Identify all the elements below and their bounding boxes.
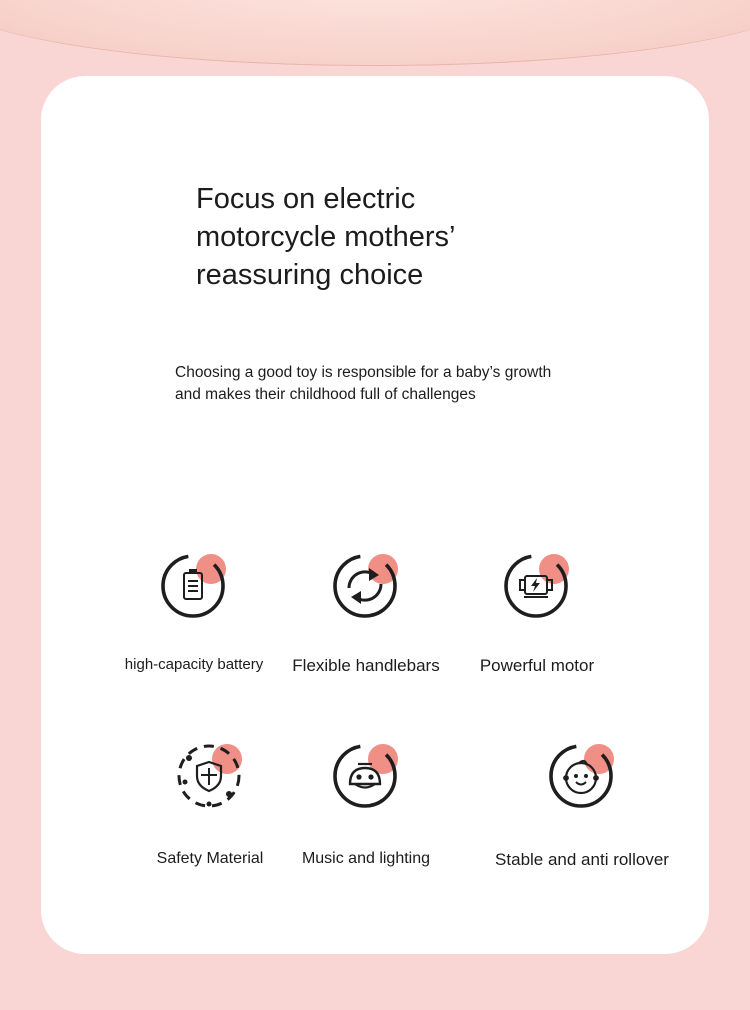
feature-battery [94, 554, 294, 673]
feature-label: Flexible handlebars [292, 656, 440, 675]
feature-label: Music and lighting [301, 850, 431, 867]
feature-label: Safety Material [156, 850, 264, 867]
feature-label: Powerful motor [479, 656, 595, 675]
headline: Focus on electric motorcycle mothers’ reassuring choice [196, 183, 455, 291]
battery-icon [161, 554, 227, 620]
feature-label: high-capacity battery [124, 656, 264, 673]
subtitle: Choosing a good toy is responsible for a baby’s growth and makes their childhood full of challenges [175, 364, 552, 403]
feature-stable [482, 744, 682, 869]
shield-icon [177, 744, 243, 810]
feature-motor [437, 554, 637, 675]
motor-icon [504, 554, 570, 620]
rotate-arrows-icon [333, 554, 399, 620]
feature-handlebars [266, 554, 466, 675]
top-decor-arc [0, 0, 750, 66]
feature-music-lighting [266, 744, 466, 867]
baby-face-icon [549, 744, 615, 810]
feature-label: Stable and anti rollover [495, 850, 669, 869]
robot-face-icon [333, 744, 399, 810]
